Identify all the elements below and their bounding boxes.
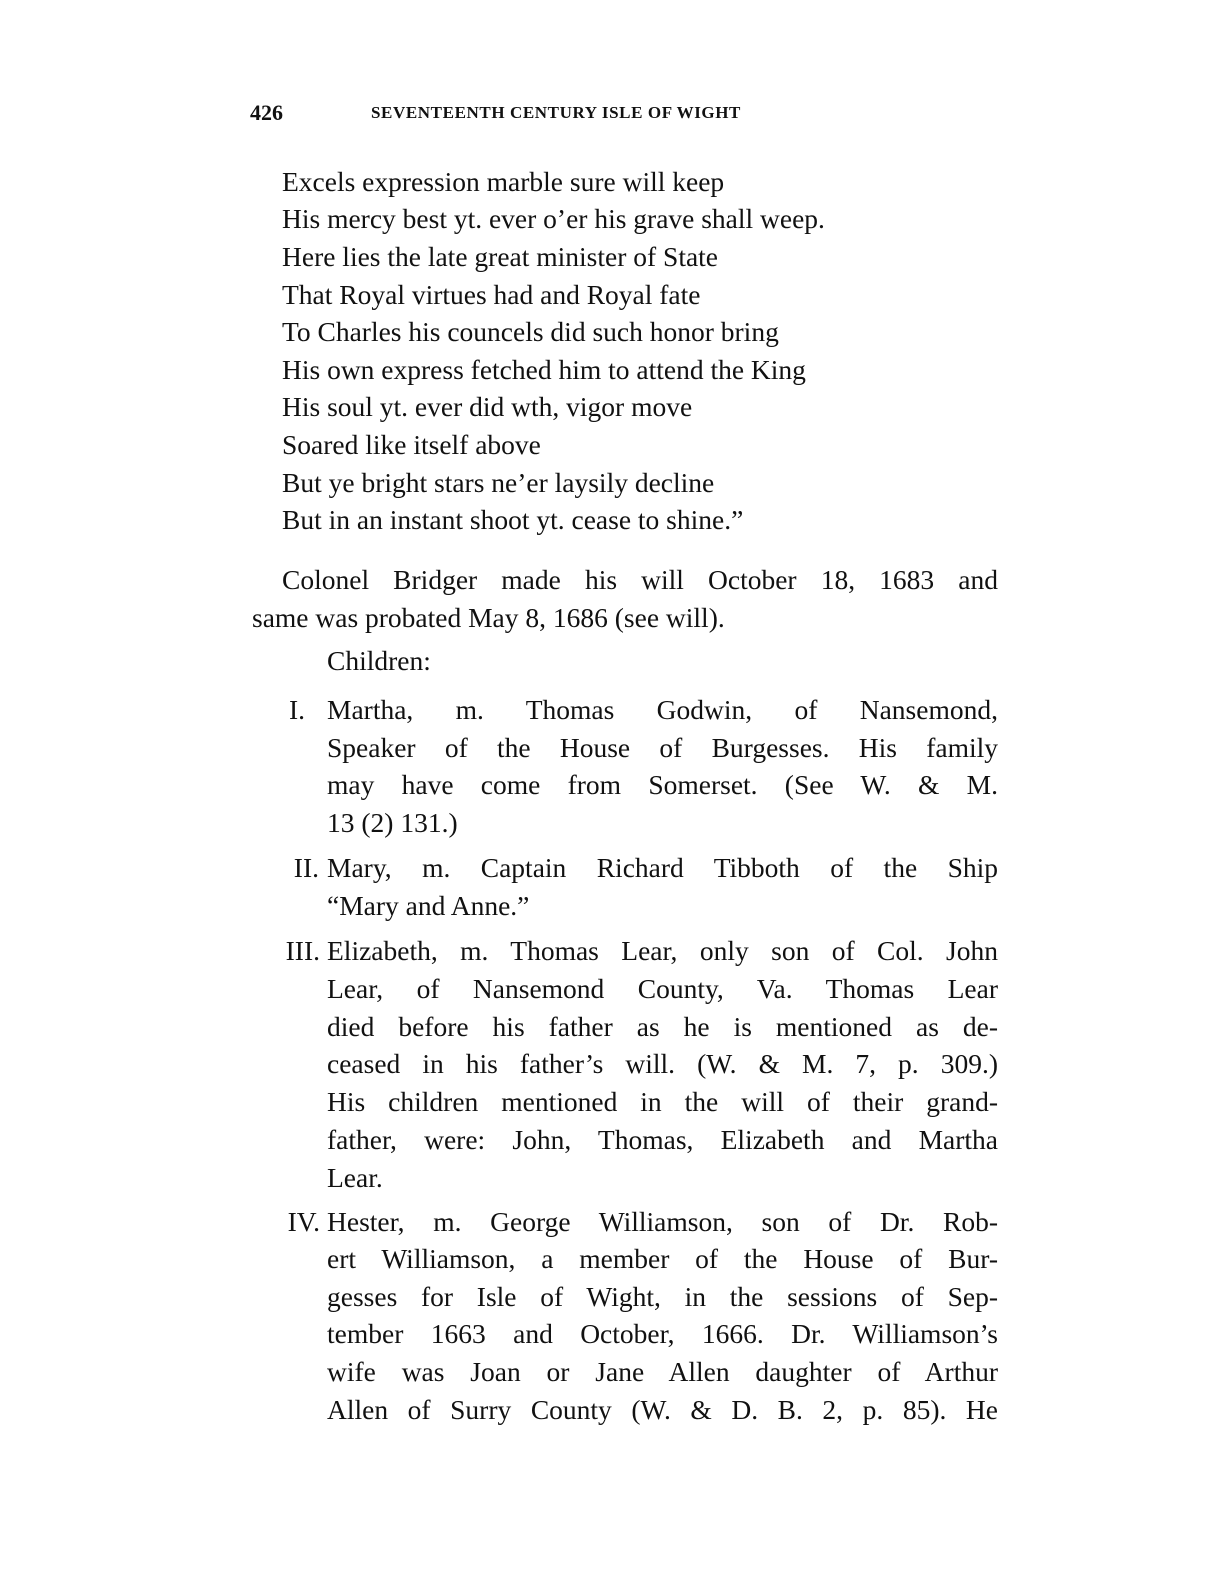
entry-line: Lear. [327, 1162, 383, 1193]
entry-line: ert Williamson, a member of the House of Bur- [327, 1243, 998, 1274]
roman-numeral: III. [285, 935, 320, 966]
entry-line: Martha, m. Thomas Godwin, of Nansemond, [327, 694, 998, 725]
entry-line: ceased in his father’s will. (W. & M. 7, p. 309.) [327, 1048, 998, 1079]
poem-line: His soul yt. ever did wth, vigor move [282, 391, 693, 422]
entry-line: Mary, m. Captain Richard Tibboth of the Ship [327, 852, 998, 883]
poem-line: Excels expression marble sure will keep [282, 166, 725, 197]
entry-line: 13 (2) 131.) [327, 807, 458, 838]
entry-line: Speaker of the House of Burgesses. His family [327, 732, 998, 763]
entry-line: Elizabeth, m. Thomas Lear, only son of Col. John [327, 935, 998, 966]
running-title: SEVENTEENTH CENTURY ISLE OF WIGHT [371, 103, 741, 122]
entry-line: father, were: John, Thomas, Elizabeth and Martha [327, 1124, 998, 1155]
entry-line: Hester, m. George Williamson, son of Dr. Rob- [327, 1206, 998, 1237]
entry-line: tember 1663 and October, 1666. Dr. Williamson’s [327, 1318, 998, 1349]
entry-line: died before his father as he is mentioned as de- [327, 1011, 998, 1042]
page-number: 426 [250, 100, 283, 125]
entry-line: His children mentioned in the will of their grand- [327, 1086, 998, 1117]
entry-line: Allen of Surry County (W. & D. B. 2, p. 85). He [327, 1394, 998, 1425]
poem-line: Here lies the late great minister of State [282, 241, 719, 272]
entry-line: “Mary and Anne.” [327, 890, 530, 921]
roman-numeral: II. [293, 852, 319, 883]
poem-line: His own express fetched him to attend the King [282, 354, 806, 385]
paragraph-line: Colonel Bridger made his will October 18, 1683 and [282, 564, 998, 595]
children-heading: Children: [327, 645, 431, 676]
entry-line: gesses for Isle of Wight, in the sessions of Sep- [327, 1281, 998, 1312]
poem-line: But in an instant shoot yt. cease to shine.” [282, 504, 744, 535]
roman-numeral: IV. [287, 1206, 320, 1237]
poem-line: His mercy best yt. ever o’er his grave shall weep. [282, 203, 825, 234]
roman-numeral: I. [288, 694, 305, 725]
paragraph-line: same was probated May 8, 1686 (see will). [252, 602, 725, 633]
poem-line: To Charles his councels did such honor bring [282, 316, 779, 347]
entry-line: wife was Joan or Jane Allen daughter of Arthur [327, 1356, 998, 1387]
entry-line: Lear, of Nansemond County, Va. Thomas Lear [327, 973, 998, 1004]
poem-line: That Royal virtues had and Royal fate [282, 279, 701, 310]
poem-line: But ye bright stars ne’er laysily decline [282, 467, 715, 498]
page-header [250, 100, 1000, 130]
entry-line: may have come from Somerset. (See W. & M. [327, 769, 998, 800]
poem-line: Soared like itself above [282, 429, 541, 460]
